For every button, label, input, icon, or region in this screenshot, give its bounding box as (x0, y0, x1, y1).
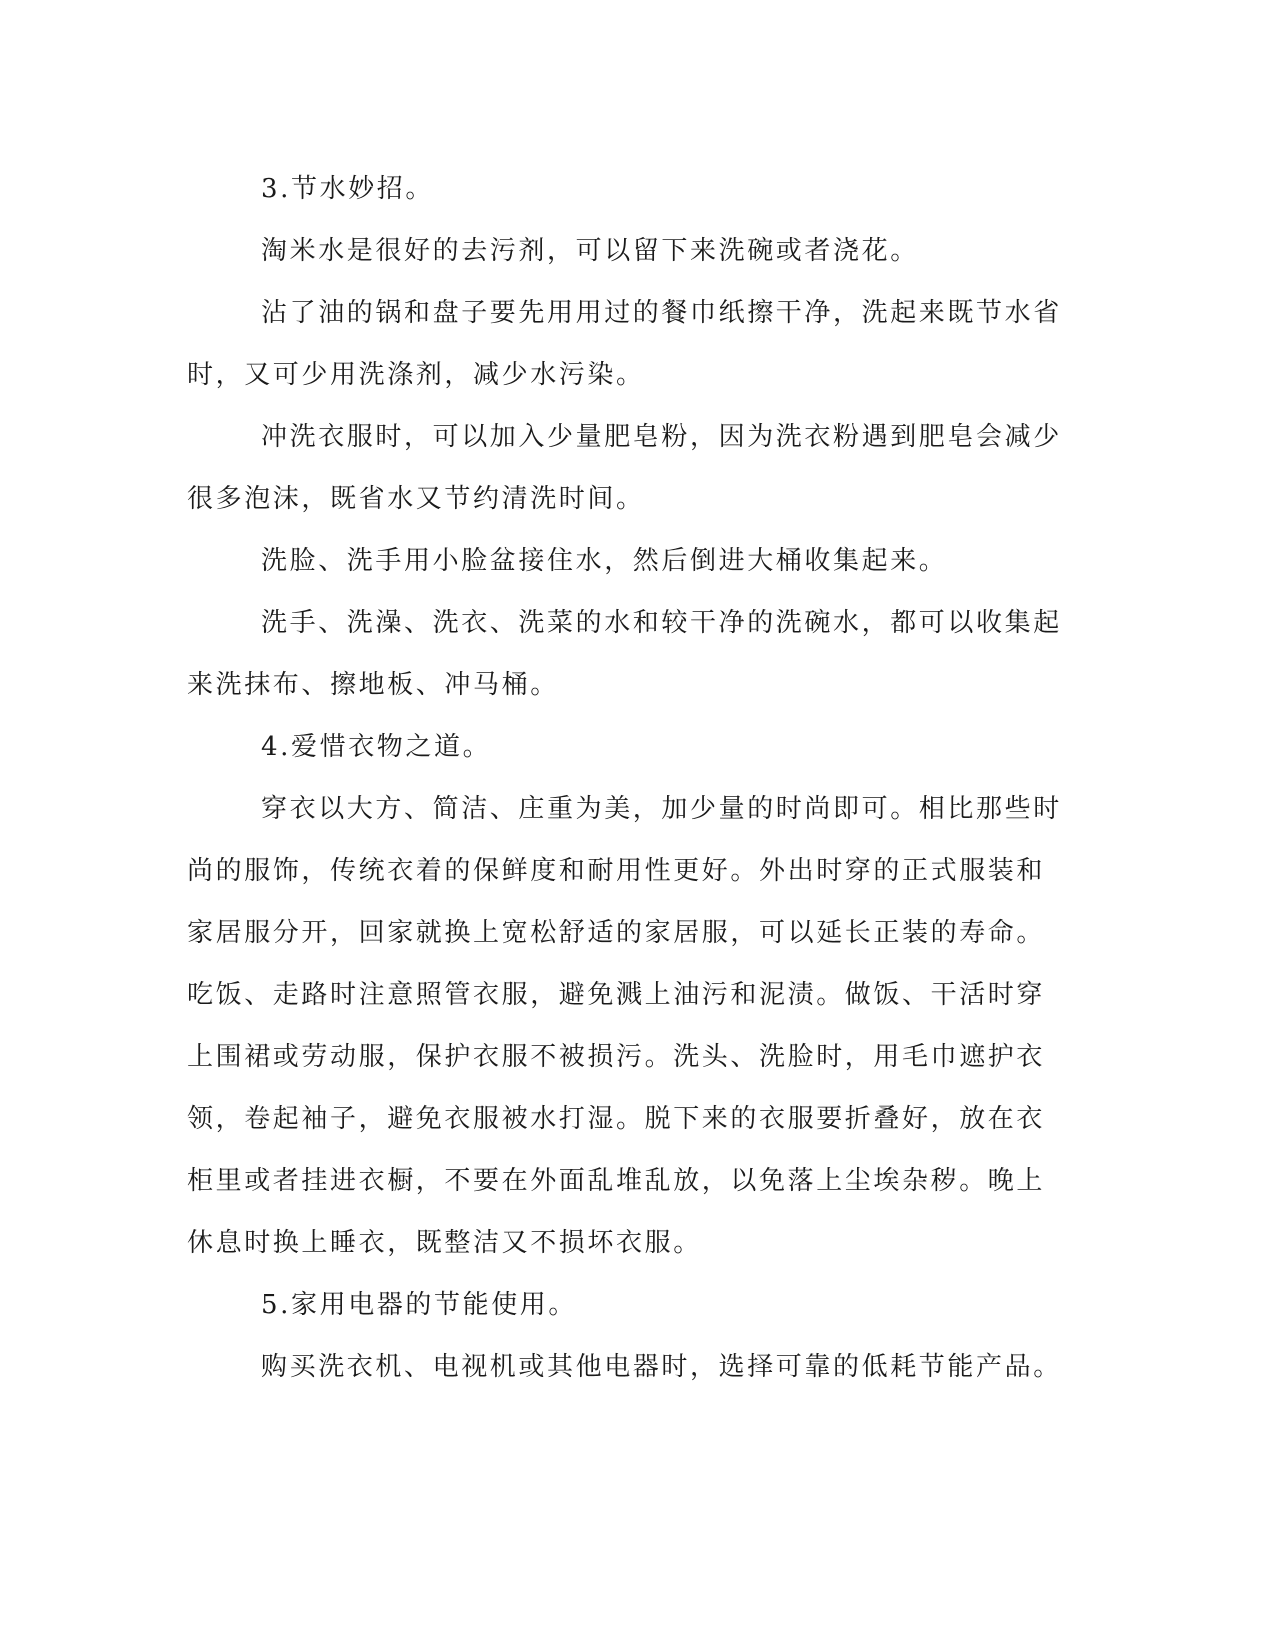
section-heading-appliances: 5.家用电器的节能使用。 (261, 1290, 578, 1320)
text-line: 领，卷起袖子，避免衣服被水打湿。脱下来的衣服要折叠好，放在衣 (187, 1104, 1046, 1134)
text-line: 沾了油的锅和盘子要先用用过的餐巾纸擦干净，洗起来既节水省 (261, 298, 1062, 328)
text-line: 洗手、洗澡、洗衣、洗菜的水和较干净的洗碗水，都可以收集起 (261, 608, 1062, 638)
text-line: 来洗抹布、擦地板、冲马桶。 (187, 670, 559, 700)
text-line: 冲洗衣服时，可以加入少量肥皂粉，因为洗衣粉遇到肥皂会减少 (261, 422, 1062, 452)
section-heading-water-saving: 3.节水妙招。 (261, 174, 435, 204)
text-line: 购买洗衣机、电视机或其他电器时，选择可靠的低耗节能产品。 (261, 1352, 1062, 1382)
section-heading-clothing-care: 4.爱惜衣物之道。 (261, 732, 492, 762)
text-line: 时，又可少用洗涤剂，减少水污染。 (187, 360, 645, 390)
text-line: 上围裙或劳动服，保护衣服不被损污。洗头、洗脸时，用毛巾遮护衣 (187, 1042, 1046, 1072)
text-line: 洗脸、洗手用小脸盆接住水，然后倒进大桶收集起来。 (261, 546, 948, 576)
text-line: 休息时换上睡衣，既整洁又不损坏衣服。 (187, 1228, 702, 1258)
text-line: 柜里或者挂进衣橱，不要在外面乱堆乱放，以免落上尘埃杂秽。晚上 (187, 1166, 1046, 1196)
text-line: 穿衣以大方、简洁、庄重为美，加少量的时尚即可。相比那些时 (261, 794, 1062, 824)
document-body (187, 158, 1067, 1398)
text-line: 尚的服饰，传统衣着的保鲜度和耐用性更好。外出时穿的正式服装和 (187, 856, 1046, 886)
text-line: 淘米水是很好的去污剂，可以留下来洗碗或者浇花。 (261, 236, 919, 266)
text-line: 家居服分开，回家就换上宽松舒适的家居服，可以延长正装的寿命。 (187, 918, 1046, 948)
text-line: 很多泡沫，既省水又节约清洗时间。 (187, 484, 645, 514)
text-line: 吃饭、走路时注意照管衣服，避免溅上油污和泥渍。做饭、干活时穿 (187, 980, 1046, 1010)
